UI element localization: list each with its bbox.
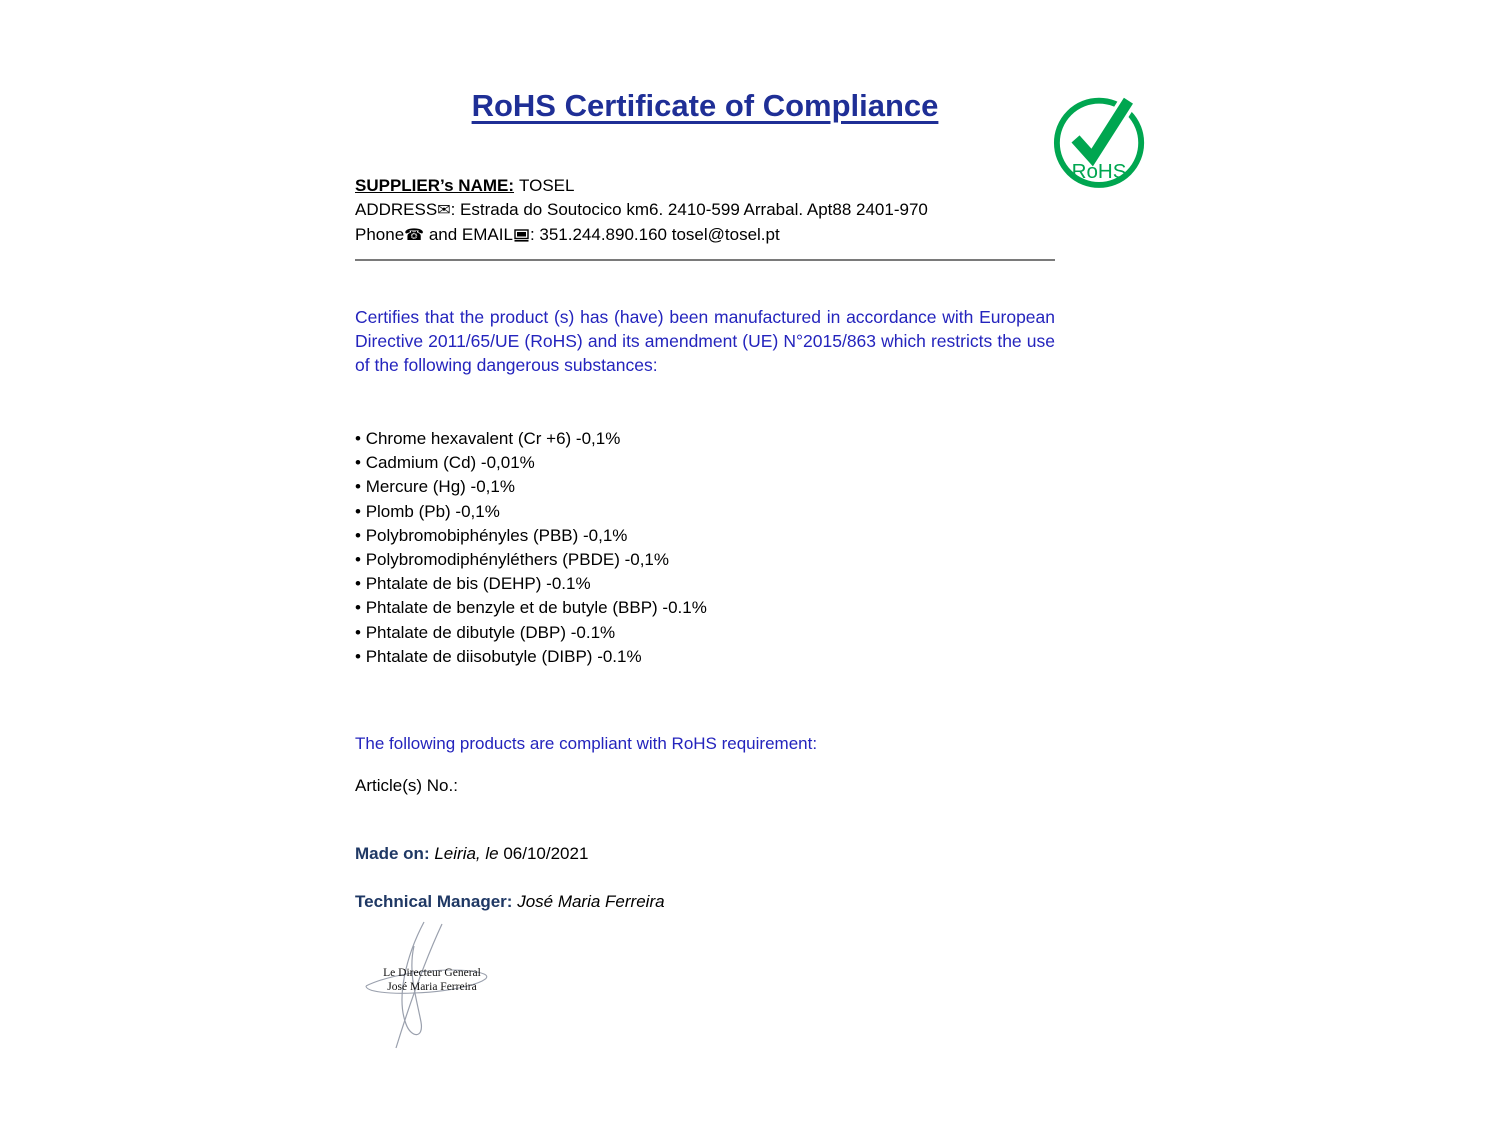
address-label: ADDRESS xyxy=(355,200,438,219)
technical-manager-name: José Maria Ferreira xyxy=(517,892,665,911)
rohs-logo-label: RoHS xyxy=(1071,160,1127,184)
document-title: RoHS Certificate of Compliance xyxy=(471,88,939,123)
certification-paragraph: Certifies that the product (s) has (have) been manufactured in accordance with European Directive 2011/65/UE (RoHS) and its amendment (UE) N°2015/863 which restricts the use of the following dangerous substances: xyxy=(355,307,1055,375)
made-on-place: Leiria, le xyxy=(434,844,499,863)
phone-label: Phone xyxy=(355,225,405,244)
rohs-logo xyxy=(1052,80,1150,190)
substance-item: • Phtalate de dibutyle (DBP) -0.1% xyxy=(355,621,707,645)
substance-item: • Polybromobiphényles (PBB) -0,1% xyxy=(355,524,707,548)
made-on-line xyxy=(355,844,588,864)
email-label: and EMAIL xyxy=(424,225,513,244)
header-divider xyxy=(355,259,1055,261)
technical-manager-line xyxy=(355,892,665,912)
articles-label: Article(s) No.: xyxy=(355,776,458,795)
supplier-address-line xyxy=(355,198,928,223)
supplier-contact-line xyxy=(355,223,928,248)
phone-icon: ☎ xyxy=(404,227,425,244)
address-value: : Estrada do Soutocico km6. 2410-599 Arrabal. Apt88 2401-970 xyxy=(450,200,928,219)
supplier-name-label: SUPPLIER’s NAME: xyxy=(355,176,515,195)
substance-item: • Phtalate de benzyle et de butyle (BBP) -0.1% xyxy=(355,596,707,620)
signature-line1: Le Directeur General xyxy=(383,967,481,979)
supplier-name-line xyxy=(355,174,928,198)
signature-text xyxy=(352,966,512,994)
supplier-name-value: TOSEL xyxy=(519,176,575,195)
substance-item: • Phtalate de diisobutyle (DIBP) -0.1% xyxy=(355,645,707,669)
technical-manager-label: Technical Manager: xyxy=(355,892,513,911)
substance-item: • Polybromodiphényléthers (PBDE) -0,1% xyxy=(355,548,707,572)
made-on-date: 06/10/2021 xyxy=(498,844,589,863)
signature-line2: José Maria Ferreira xyxy=(387,981,477,993)
rohs-check-icon xyxy=(1052,80,1150,190)
compliance-statement: The following products are compliant with RoHS requirement: xyxy=(355,734,818,753)
envelope-icon: ✉ xyxy=(437,202,451,219)
substance-item: • Chrome hexavalent (Cr +6) -0,1% xyxy=(355,427,707,451)
substance-item: • Cadmium (Cd) -0,01% xyxy=(355,451,707,475)
supplier-block xyxy=(355,174,928,248)
contact-value: : 351.244.890.160 tosel@tosel.pt xyxy=(529,225,780,244)
computer-icon xyxy=(514,229,529,242)
made-on-label: Made on: xyxy=(355,844,430,863)
substance-item: • Mercure (Hg) -0,1% xyxy=(355,475,707,499)
substance-item: • Plomb (Pb) -0,1% xyxy=(355,500,707,524)
signature-block xyxy=(352,920,512,1055)
substance-item: • Phtalate de bis (DEHP) -0.1% xyxy=(355,572,707,596)
substances-list xyxy=(355,427,707,669)
